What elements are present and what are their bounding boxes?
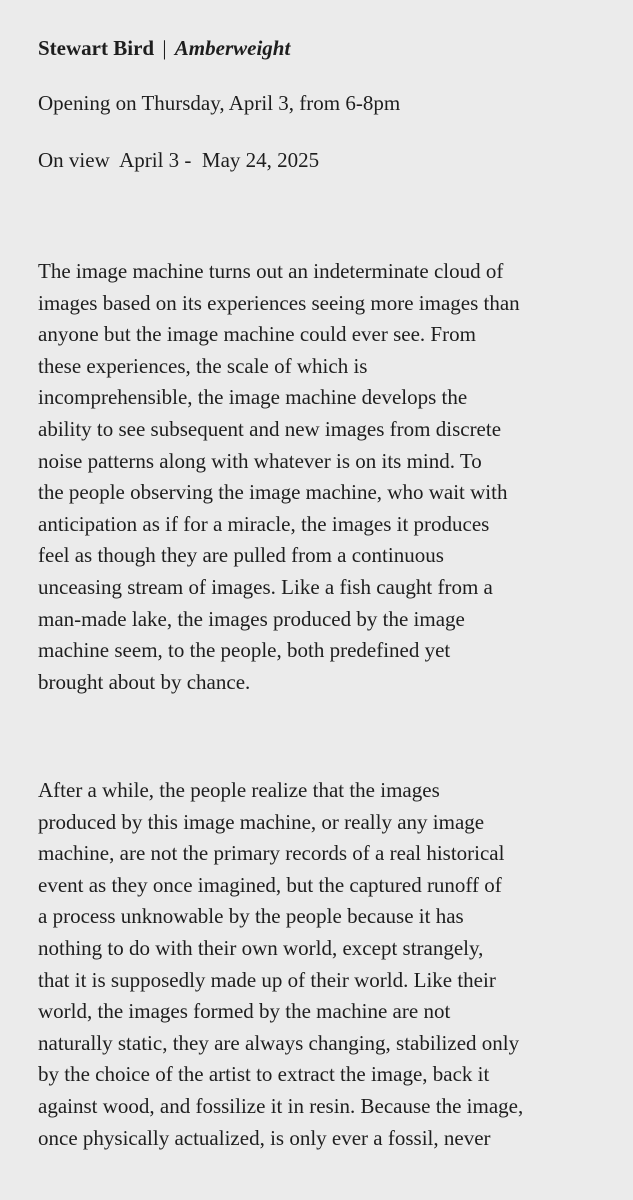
- paragraph-1: [38, 256, 623, 698]
- artist-name: Stewart Bird: [38, 36, 155, 60]
- paragraph-line: naturally static, they are always changing, stabilized only: [38, 1030, 520, 1055]
- paragraph-2: [38, 775, 623, 1154]
- paragraph-line: once physically actualized, is only ever a fossil, never: [38, 1125, 491, 1150]
- exhibition-name: Amberweight: [174, 36, 291, 60]
- paragraph-line: the people observing the image machine, who wait with: [38, 480, 508, 505]
- paragraph-line: machine, are not the primary records of a real historical: [38, 841, 505, 866]
- paragraph-line: noise patterns along with whatever is on its mind. To: [38, 448, 482, 473]
- paragraph-line: incomprehensible, the image machine develops the: [38, 385, 468, 410]
- paragraph-line: nothing to do with their own world, except strangely,: [38, 935, 484, 960]
- paragraph-line: images based on its experiences seeing more images than: [38, 290, 520, 315]
- paragraph-line: against wood, and fossilize it in resin. Because the image,: [38, 1093, 524, 1118]
- paragraph-line: machine seem, to the people, both predefined yet: [38, 638, 451, 663]
- on-view-dates: On view April 3 - May 24, 2025: [38, 148, 320, 172]
- opening-info: Opening on Thursday, April 3, from 6-8pm: [38, 91, 401, 115]
- paragraph-line: that it is supposedly made up of their world. Like their: [38, 967, 496, 992]
- paragraph-line: produced by this image machine, or really any image: [38, 809, 485, 834]
- paragraph-line: a process unknowable by the people because it has: [38, 904, 464, 929]
- paragraph-line: unceasing stream of images. Like a fish caught from a: [38, 574, 493, 599]
- paragraph-line: event as they once imagined, but the captured runoff of: [38, 872, 502, 897]
- paragraph-line: The image machine turns out an indeterminate cloud of: [38, 259, 504, 283]
- exhibition-title: [38, 34, 290, 62]
- paragraph-line: After a while, the people realize that the images: [38, 778, 440, 802]
- paragraph-line: these experiences, the scale of which is: [38, 353, 368, 378]
- paragraph-line: ability to see subsequent and new images from discrete: [38, 416, 502, 441]
- title-separator: |: [162, 36, 167, 60]
- paragraph-line: by the choice of the artist to extract the image, back it: [38, 1062, 490, 1087]
- paragraph-line: feel as though they are pulled from a continuous: [38, 543, 444, 568]
- paragraph-line: anyone but the image machine could ever see. From: [38, 322, 476, 347]
- paragraph-line: man-made lake, the images produced by the image: [38, 606, 465, 631]
- paragraph-line: anticipation as if for a miracle, the images it produces: [38, 511, 490, 536]
- paragraph-line: brought about by chance.: [38, 669, 251, 694]
- paragraph-line: world, the images formed by the machine are not: [38, 999, 451, 1024]
